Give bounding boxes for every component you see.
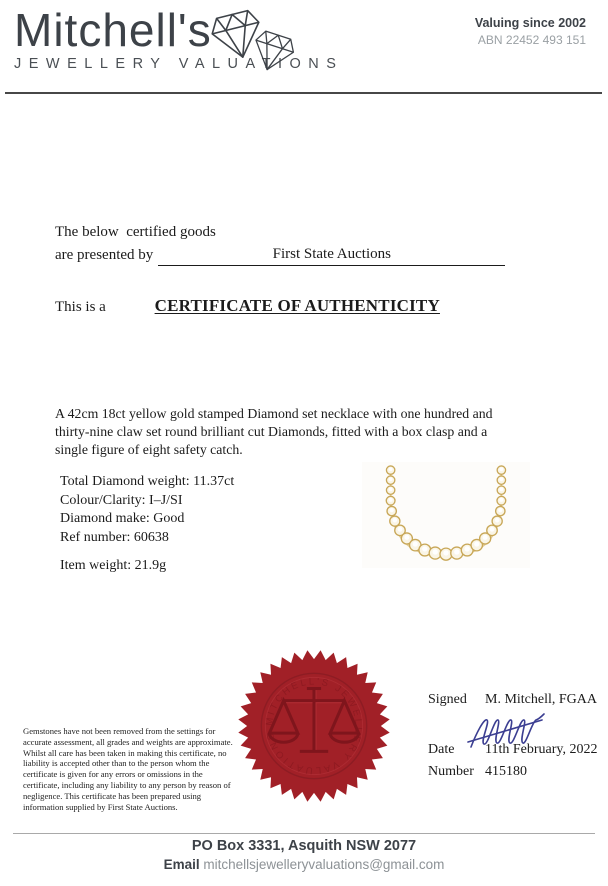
necklace-photo (362, 462, 530, 568)
title-row (55, 296, 440, 316)
presenter-section (55, 221, 505, 266)
item-details (60, 473, 234, 547)
abn-number: ABN 22452 493 151 (477, 33, 586, 47)
presenter-line2-prefix: are presented by (55, 247, 154, 263)
email-value: mitchellsjewelleryvaluations@gmail.com (203, 857, 445, 872)
presenter-line1: The below certified goods (55, 224, 216, 240)
detail-ref-number: Ref number: 60638 (60, 529, 169, 545)
presenter-name-field: First State Auctions (158, 243, 505, 266)
date-value: 11th February, 2022 (485, 742, 598, 757)
detail-total-weight: Total Diamond weight: 11.37ct (60, 474, 235, 489)
date-label: Date (428, 742, 455, 757)
footer-address: PO Box 3331, Asquith NSW 2077 (191, 838, 417, 854)
footer-email (0, 857, 608, 872)
number-label: Number (428, 764, 474, 779)
brand-name: Mitchell's (14, 4, 212, 56)
footer (0, 838, 608, 872)
footer-divider (13, 833, 595, 834)
diamonds-icon (206, 2, 298, 79)
detail-diamond-make: Diamond make: Good (60, 511, 185, 526)
detail-colour-clarity: Colour/Clarity: I–J/SI (60, 492, 183, 508)
seal-emboss-text: MITCHELL'S JEWELLERY VALUATIONS (264, 676, 364, 776)
necklace-beads (386, 466, 506, 560)
email-label: Email (163, 857, 200, 872)
brand-subtitle: JEWELLERY VALUATIONS (14, 56, 344, 73)
header-divider (5, 92, 602, 94)
handwritten-signature (466, 710, 562, 757)
item-description: A 42cm 18ct yellow gold stamped Diamond set necklace with one hundred and thirty-nine claw set round brilliant cut Diamonds, fitted with a box clasp and a single figure of eight safety catch. (55, 406, 493, 457)
header-right (475, 16, 586, 47)
title-prefix: This is a (55, 299, 106, 315)
item-weight: Item weight: 21.9g (60, 558, 167, 573)
number-value: 415180 (485, 764, 527, 779)
wax-seal (238, 650, 390, 802)
signature-block (428, 692, 598, 786)
certificate-title: CERTIFICATE OF AUTHENTICITY (154, 296, 440, 315)
signed-label: Signed (428, 692, 467, 707)
valuing-since: Valuing since 2002 (474, 16, 586, 30)
disclaimer-text: Gemstones have not been removed from the settings for accurate assessment, all grades and weights are approximate. Whilst all care has been taken in making this certificate, no liability is accepted other than to the person whom the certificate is given for any errors or omissions in the certificate, including any liability to any person by reason of negligence. This certificate has been prepared using information supplied by First State Auctions. (23, 726, 233, 812)
signed-name: M. Mitchell, FGAA (485, 692, 597, 707)
